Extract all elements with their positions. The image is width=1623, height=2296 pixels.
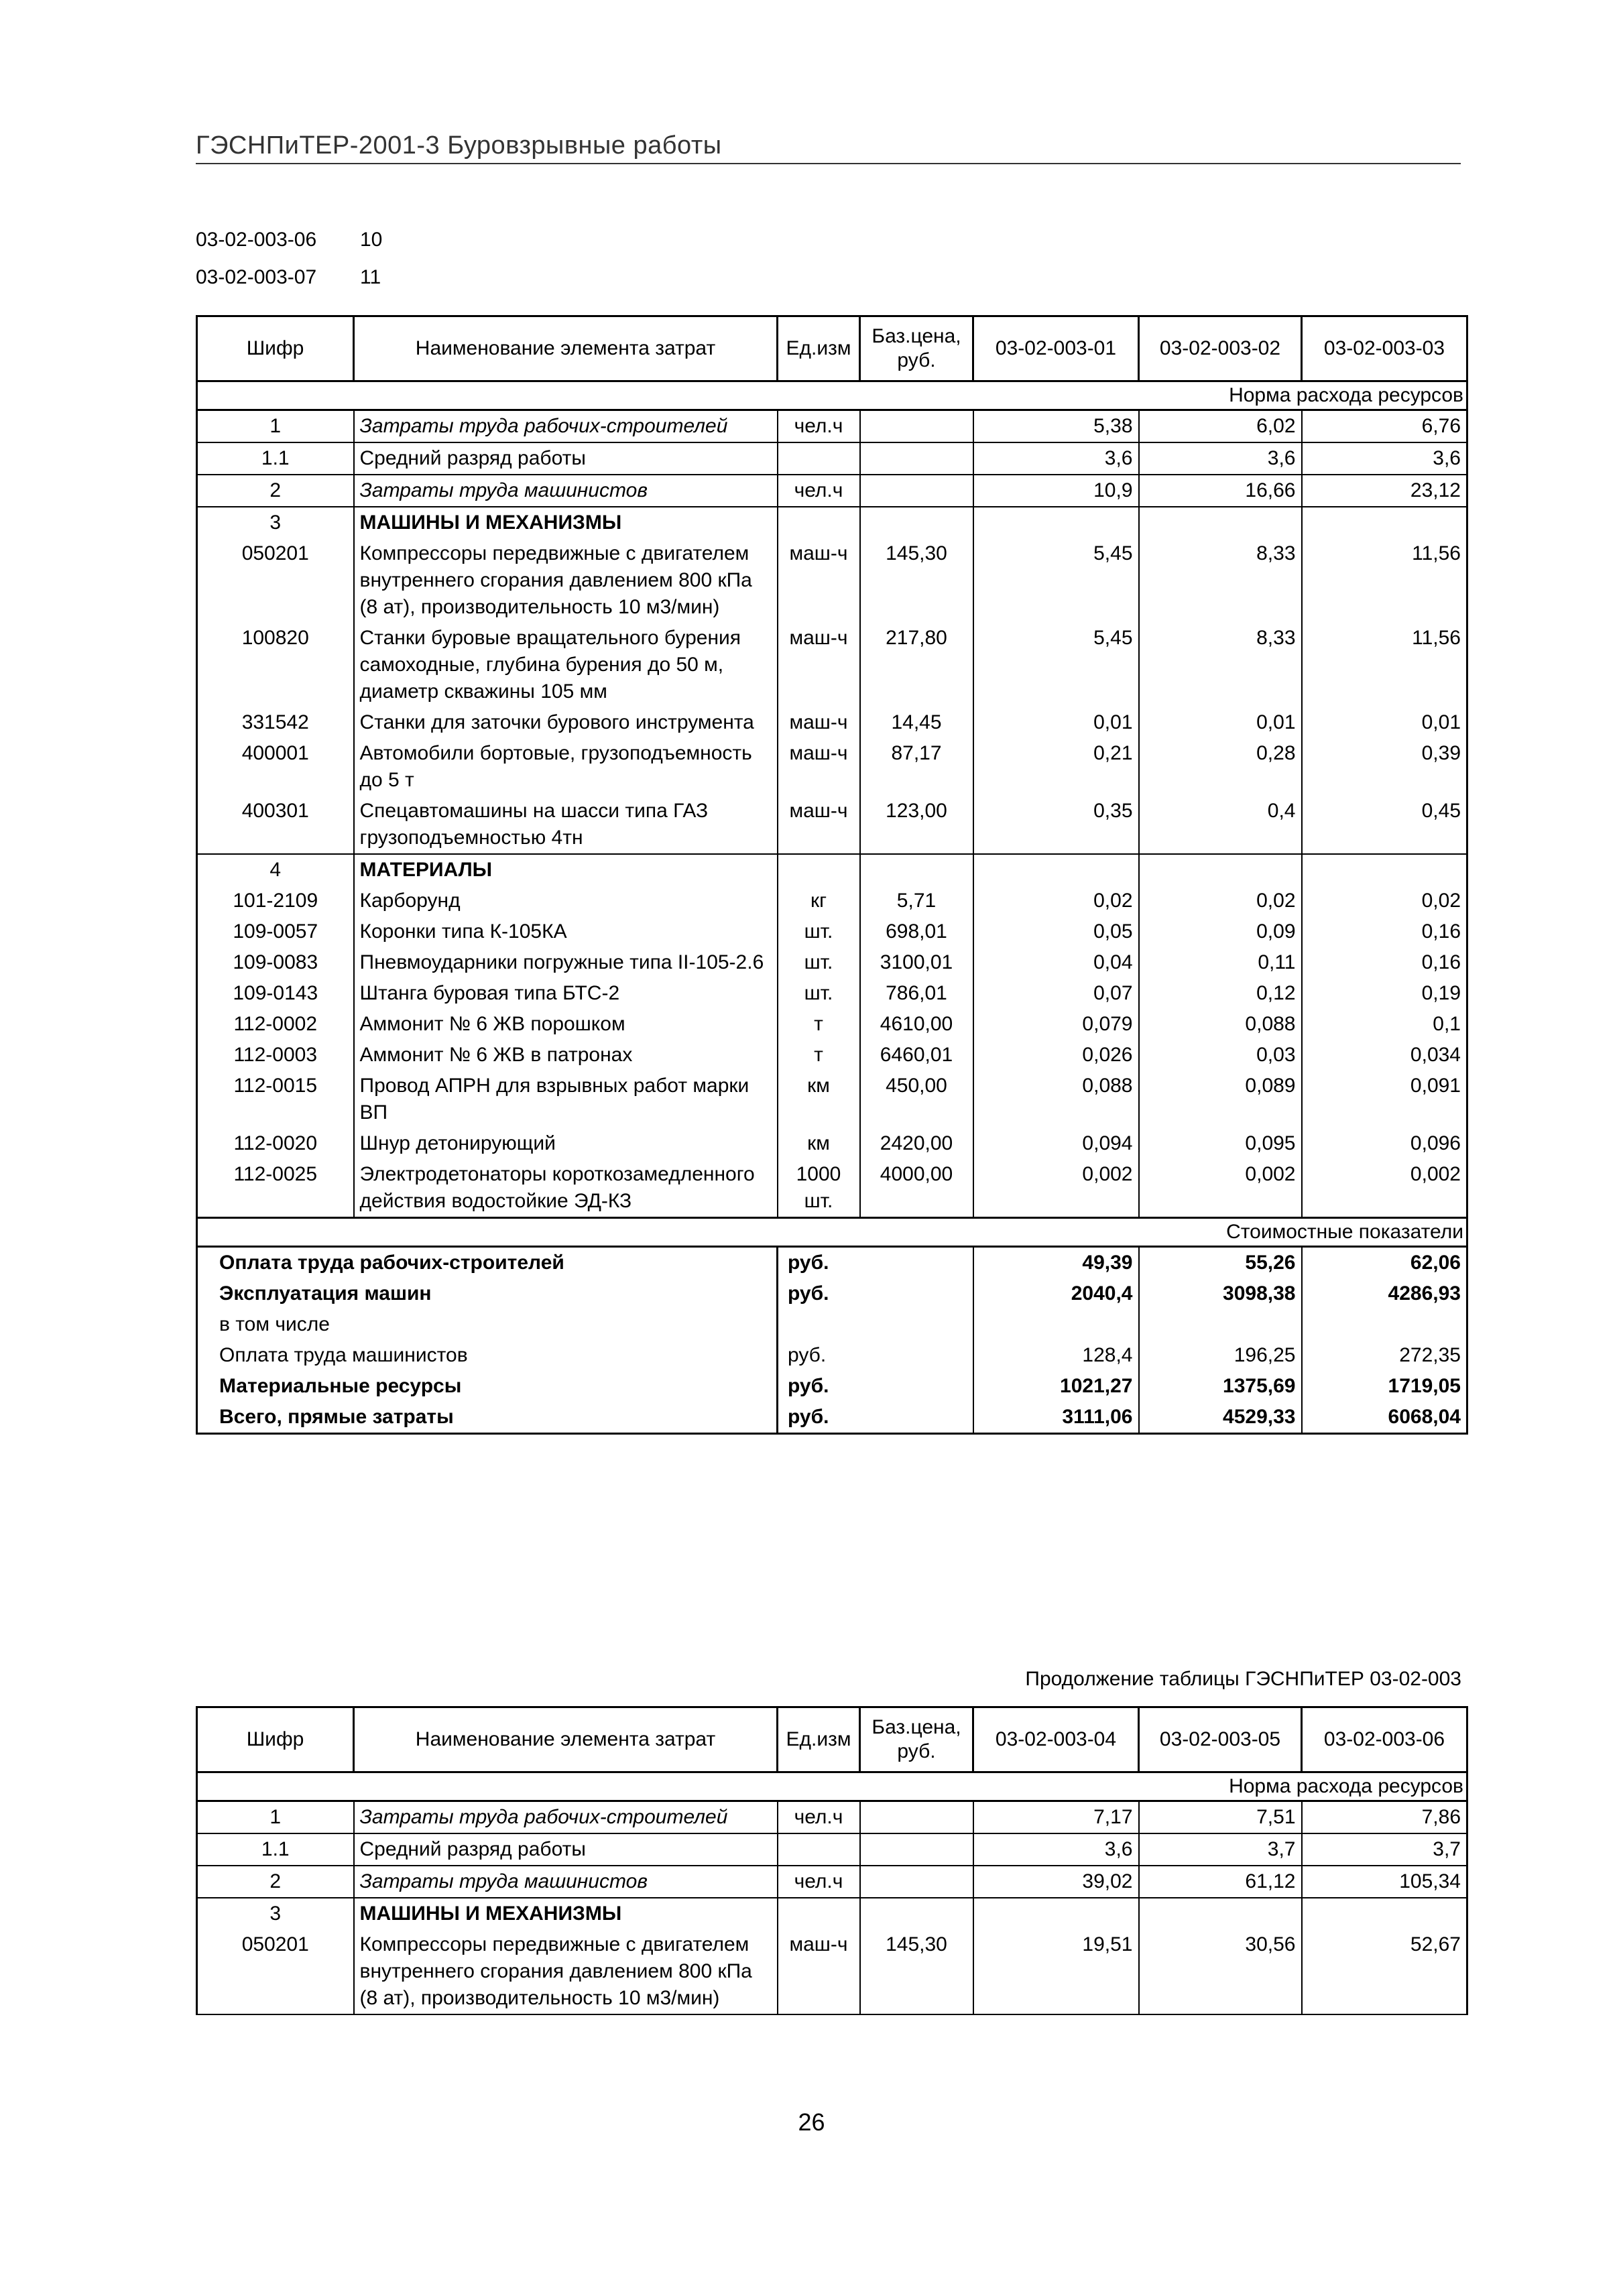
table-row	[197, 916, 1467, 947]
row-norm-value: 0,01	[1139, 707, 1302, 738]
row-norm-value: 5,38	[973, 410, 1139, 443]
row-price	[860, 1898, 973, 1929]
row-norm-value: 0,088	[973, 1071, 1139, 1128]
row-code: 400301	[197, 796, 354, 854]
row-norm-value: 7,51	[1139, 1801, 1302, 1834]
row-norm-value: 23,12	[1302, 475, 1467, 507]
row-price: 5,71	[860, 886, 973, 916]
row-norm-value: 0,12	[1139, 978, 1302, 1009]
row-price	[860, 1801, 973, 1834]
row-unit: 1000 шт.	[778, 1159, 860, 1218]
code-index-list	[196, 221, 382, 296]
row-norm-value: 105,34	[1302, 1866, 1467, 1898]
row-price: 14,45	[860, 707, 973, 738]
row-unit: маш-ч	[778, 538, 860, 623]
row-code: 109-0057	[197, 916, 354, 947]
row-norm-value: 19,51	[973, 1929, 1139, 2014]
row-norm-value: 3,7	[1139, 1833, 1302, 1866]
row-name: Провод АПРН для взрывных работ марки ВП	[354, 1071, 778, 1128]
summary-unit: руб.	[778, 1278, 860, 1309]
table-body	[197, 381, 1467, 1434]
table-row	[197, 1159, 1467, 1218]
row-name: Станки буровые вращательного бурения самоходные, глубина бурения до 50 м, диаметр скважины 105 мм	[354, 623, 778, 707]
row-norm-value: 0,39	[1302, 738, 1467, 796]
column-header-norm-2: 03-02-003-02	[1139, 316, 1302, 381]
row-name: Штанга буровая типа БТС-2	[354, 978, 778, 1009]
summary-row	[197, 1278, 1467, 1309]
row-norm-value: 0,02	[973, 886, 1139, 916]
row-name: Электродетонаторы короткозамедленного действия водостойкие ЭД-КЗ	[354, 1159, 778, 1218]
table-row	[197, 623, 1467, 707]
row-norm-value: 0,16	[1302, 947, 1467, 978]
row-code: 112-0015	[197, 1071, 354, 1128]
summary-value: 3098,38	[1139, 1278, 1302, 1309]
row-unit: чел.ч	[778, 1801, 860, 1834]
summary-label: Материальные ресурсы	[197, 1371, 778, 1402]
column-header-norm-4: 03-02-003-04	[973, 1707, 1139, 1772]
row-unit: маш-ч	[778, 796, 860, 854]
summary-label: Оплата труда рабочих-строителей	[197, 1247, 778, 1279]
summary-label: Эксплуатация машин	[197, 1278, 778, 1309]
row-norm-value: 0,026	[973, 1040, 1139, 1071]
row-code: 1.1	[197, 442, 354, 475]
row-code: 3	[197, 507, 354, 538]
row-unit	[778, 1833, 860, 1866]
row-norm-value: 0,002	[1302, 1159, 1467, 1218]
summary-value: 6068,04	[1302, 1402, 1467, 1434]
column-header-name: Наименование элемента затрат	[354, 316, 778, 381]
row-norm-value: 0,02	[1302, 886, 1467, 916]
row-norm-value: 0,4	[1139, 796, 1302, 854]
row-norm-value: 0,1	[1302, 1009, 1467, 1040]
row-norm-value: 61,12	[1139, 1866, 1302, 1898]
row-unit: маш-ч	[778, 738, 860, 796]
row-unit: шт.	[778, 978, 860, 1009]
row-name: Станки для заточки бурового инструмента	[354, 707, 778, 738]
row-name: Аммонит № 6 ЖВ в патронах	[354, 1040, 778, 1071]
row-name: Спецавтомашины на шасси типа ГАЗ грузоподъемностью 4тн	[354, 796, 778, 854]
row-norm-value: 0,16	[1302, 916, 1467, 947]
row-unit	[778, 1898, 860, 1929]
column-header-unit: Ед.изм	[778, 1707, 860, 1772]
row-norm-value: 11,56	[1302, 538, 1467, 623]
document-header: ГЭСНПиТЕР-2001-3 Буровзрывные работы	[196, 131, 1461, 164]
summary-blank	[860, 1278, 973, 1309]
row-norm-value	[973, 854, 1139, 886]
row-norm-value: 0,07	[973, 978, 1139, 1009]
row-unit: маш-ч	[778, 1929, 860, 2014]
norm-label-row	[197, 1772, 1467, 1801]
summary-value	[973, 1309, 1139, 1340]
summary-value	[1302, 1309, 1467, 1340]
row-unit: т	[778, 1040, 860, 1071]
summary-label: Всего, прямые затраты	[197, 1402, 778, 1434]
row-norm-value: 3,6	[973, 1833, 1139, 1866]
table-body	[197, 1772, 1467, 2015]
row-price: 145,30	[860, 1929, 973, 2014]
page-number: 26	[798, 2108, 825, 2136]
summary-value: 4529,33	[1139, 1402, 1302, 1434]
table-row	[197, 1128, 1467, 1159]
row-price: 217,80	[860, 623, 973, 707]
summary-blank	[860, 1309, 973, 1340]
row-price	[860, 410, 973, 443]
row-norm-value: 5,45	[973, 538, 1139, 623]
row-price: 786,01	[860, 978, 973, 1009]
summary-row	[197, 1402, 1467, 1434]
code-index-line	[196, 259, 382, 296]
row-price: 6460,01	[860, 1040, 973, 1071]
row-name: Аммонит № 6 ЖВ порошком	[354, 1009, 778, 1040]
row-name: Коронки типа К-105КА	[354, 916, 778, 947]
row-name: Автомобили бортовые, грузоподъемность до 5 т	[354, 738, 778, 796]
summary-unit: руб.	[778, 1402, 860, 1434]
row-norm-value: 0,02	[1139, 886, 1302, 916]
row-norm-value	[1302, 507, 1467, 538]
row-norm-value: 16,66	[1139, 475, 1302, 507]
row-code: 1.1	[197, 1833, 354, 1866]
row-norm-value: 7,86	[1302, 1801, 1467, 1834]
row-norm-value: 6,02	[1139, 410, 1302, 443]
summary-value: 1375,69	[1139, 1371, 1302, 1402]
summary-value: 55,26	[1139, 1247, 1302, 1279]
row-code: 112-0025	[197, 1159, 354, 1218]
cost-label-row	[197, 1218, 1467, 1247]
row-norm-value: 0,35	[973, 796, 1139, 854]
row-norm-value: 0,01	[973, 707, 1139, 738]
row-norm-value: 0,089	[1139, 1071, 1302, 1128]
code-index-code: 03-02-003-07	[196, 266, 317, 288]
row-norm-value: 0,01	[1302, 707, 1467, 738]
column-header-name: Наименование элемента затрат	[354, 1707, 778, 1772]
resource-norms-table-continued	[196, 1706, 1468, 2015]
row-norm-value: 0,05	[973, 916, 1139, 947]
row-norm-value	[1139, 1898, 1302, 1929]
row-code: 050201	[197, 1929, 354, 2014]
table-row	[197, 1040, 1467, 1071]
row-norm-value	[973, 507, 1139, 538]
resource-norms-table	[196, 315, 1468, 1435]
row-name: Затраты труда рабочих-строителей	[354, 410, 778, 443]
table-row	[197, 1929, 1467, 2014]
row-price	[860, 507, 973, 538]
row-price: 145,30	[860, 538, 973, 623]
row-norm-value	[1302, 1898, 1467, 1929]
row-unit: шт.	[778, 916, 860, 947]
row-name: Средний разряд работы	[354, 442, 778, 475]
column-header-unit: Ед.изм	[778, 316, 860, 381]
row-norm-value: 0,091	[1302, 1071, 1467, 1128]
row-norm-value: 3,6	[973, 442, 1139, 475]
table-row	[197, 538, 1467, 623]
summary-value: 49,39	[973, 1247, 1139, 1279]
row-norm-value: 0,28	[1139, 738, 1302, 796]
summary-row	[197, 1371, 1467, 1402]
row-unit: кг	[778, 886, 860, 916]
row-norm-value: 0,002	[973, 1159, 1139, 1218]
table-row	[197, 854, 1467, 886]
summary-row	[197, 1247, 1467, 1279]
table-row	[197, 707, 1467, 738]
row-norm-value: 5,45	[973, 623, 1139, 707]
row-norm-value: 0,034	[1302, 1040, 1467, 1071]
row-price: 87,17	[860, 738, 973, 796]
row-price	[860, 1866, 973, 1898]
summary-row	[197, 1309, 1467, 1340]
summary-row	[197, 1340, 1467, 1371]
row-code: 4	[197, 854, 354, 886]
row-unit: маш-ч	[778, 707, 860, 738]
row-name: Затраты труда машинистов	[354, 475, 778, 507]
table-row	[197, 507, 1467, 538]
row-norm-value: 6,76	[1302, 410, 1467, 443]
summary-value: 272,35	[1302, 1340, 1467, 1371]
summary-value: 1021,27	[973, 1371, 1139, 1402]
row-name: Затраты труда рабочих-строителей	[354, 1801, 778, 1834]
row-norm-value: 0,03	[1139, 1040, 1302, 1071]
row-price: 4000,00	[860, 1159, 973, 1218]
column-header-price: Баз.цена, руб.	[860, 1707, 973, 1772]
row-code: 1	[197, 1801, 354, 1834]
row-norm-value: 0,21	[973, 738, 1139, 796]
row-price: 450,00	[860, 1071, 973, 1128]
row-norm-value: 8,33	[1139, 623, 1302, 707]
summary-value: 2040,4	[973, 1278, 1139, 1309]
row-price: 2420,00	[860, 1128, 973, 1159]
row-norm-value: 52,67	[1302, 1929, 1467, 2014]
table-row	[197, 947, 1467, 978]
row-code: 112-0020	[197, 1128, 354, 1159]
table-row	[197, 1866, 1467, 1898]
table-row	[197, 978, 1467, 1009]
row-price: 4610,00	[860, 1009, 973, 1040]
row-name: Карборунд	[354, 886, 778, 916]
code-index-code: 03-02-003-06	[196, 229, 317, 251]
summary-value: 4286,93	[1302, 1278, 1467, 1309]
summary-unit	[778, 1309, 860, 1340]
row-unit	[778, 442, 860, 475]
row-norm-value: 0,095	[1139, 1128, 1302, 1159]
row-unit: км	[778, 1128, 860, 1159]
summary-unit: руб.	[778, 1371, 860, 1402]
row-price: 698,01	[860, 916, 973, 947]
table-row	[197, 475, 1467, 507]
row-norm-value: 8,33	[1139, 538, 1302, 623]
row-code: 109-0143	[197, 978, 354, 1009]
row-code: 101-2109	[197, 886, 354, 916]
table-row	[197, 410, 1467, 443]
row-norm-value: 0,094	[973, 1128, 1139, 1159]
row-norm-value: 3,6	[1302, 442, 1467, 475]
code-index-value: 11	[360, 266, 381, 288]
row-code: 109-0083	[197, 947, 354, 978]
table-row	[197, 1833, 1467, 1866]
row-name: Шнур детонирующий	[354, 1128, 778, 1159]
table-row	[197, 1071, 1467, 1128]
row-name: Средний разряд работы	[354, 1833, 778, 1866]
row-price	[860, 442, 973, 475]
row-unit	[778, 507, 860, 538]
row-norm-value: 0,45	[1302, 796, 1467, 854]
row-code: 400001	[197, 738, 354, 796]
summary-unit: руб.	[778, 1247, 860, 1279]
row-unit: чел.ч	[778, 410, 860, 443]
column-header-price: Баз.цена, руб.	[860, 316, 973, 381]
row-unit: т	[778, 1009, 860, 1040]
row-norm-value: 10,9	[973, 475, 1139, 507]
column-header-code: Шифр	[197, 1707, 354, 1772]
cost-label: Стоимостные показатели	[197, 1218, 1467, 1247]
row-norm-value: 0,04	[973, 947, 1139, 978]
row-norm-value	[1139, 854, 1302, 886]
row-unit	[778, 854, 860, 886]
row-price	[860, 1833, 973, 1866]
row-name: Затраты труда машинистов	[354, 1866, 778, 1898]
row-name: МАТЕРИАЛЫ	[354, 854, 778, 886]
table-row	[197, 1801, 1467, 1834]
column-header-norm-3: 03-02-003-03	[1302, 316, 1467, 381]
summary-value	[1139, 1309, 1302, 1340]
row-unit: чел.ч	[778, 1866, 860, 1898]
row-price	[860, 475, 973, 507]
continuation-caption: Продолжение таблицы ГЭСНПиТЕР 03-02-003	[1025, 1668, 1461, 1690]
row-unit: маш-ч	[778, 623, 860, 707]
norm-label: Норма расхода ресурсов	[197, 1772, 1467, 1801]
row-norm-value: 0,079	[973, 1009, 1139, 1040]
summary-unit: руб.	[778, 1340, 860, 1371]
row-norm-value: 39,02	[973, 1866, 1139, 1898]
summary-label: в том числе	[197, 1309, 778, 1340]
summary-blank	[860, 1402, 973, 1434]
norm-label-row	[197, 381, 1467, 410]
summary-blank	[860, 1340, 973, 1371]
row-name: Компрессоры передвижные с двигателем внутреннего сгорания давлением 800 кПа (8 ат), производительность 10 м3/мин)	[354, 1929, 778, 2014]
table-row	[197, 886, 1467, 916]
row-norm-value: 3,6	[1139, 442, 1302, 475]
row-norm-value	[973, 1898, 1139, 1929]
table-row	[197, 796, 1467, 854]
row-norm-value: 0,002	[1139, 1159, 1302, 1218]
summary-label: Оплата труда машинистов	[197, 1340, 778, 1371]
row-norm-value	[1139, 507, 1302, 538]
row-price	[860, 854, 973, 886]
summary-value: 196,25	[1139, 1340, 1302, 1371]
summary-blank	[860, 1371, 973, 1402]
table-header-row	[197, 1707, 1467, 1772]
row-code: 331542	[197, 707, 354, 738]
row-code: 2	[197, 475, 354, 507]
row-norm-value: 0,11	[1139, 947, 1302, 978]
row-unit: чел.ч	[778, 475, 860, 507]
row-name: Компрессоры передвижные с двигателем внутреннего сгорания давлением 800 кПа (8 ат), производительность 10 м3/мин)	[354, 538, 778, 623]
row-norm-value: 0,088	[1139, 1009, 1302, 1040]
table-header-row	[197, 316, 1467, 381]
row-code: 100820	[197, 623, 354, 707]
row-unit: км	[778, 1071, 860, 1128]
row-norm-value	[1302, 854, 1467, 886]
column-header-norm-1: 03-02-003-01	[973, 316, 1139, 381]
row-price: 3100,01	[860, 947, 973, 978]
row-norm-value: 0,19	[1302, 978, 1467, 1009]
row-price: 123,00	[860, 796, 973, 854]
table-row	[197, 442, 1467, 475]
column-header-norm-5: 03-02-003-05	[1139, 1707, 1302, 1772]
table-row	[197, 1898, 1467, 1929]
table-row	[197, 738, 1467, 796]
row-norm-value: 3,7	[1302, 1833, 1467, 1866]
row-code: 050201	[197, 538, 354, 623]
row-unit: шт.	[778, 947, 860, 978]
row-code: 112-0002	[197, 1009, 354, 1040]
row-code: 1	[197, 410, 354, 443]
column-header-code: Шифр	[197, 316, 354, 381]
code-index-line	[196, 221, 382, 259]
row-name: Пневмоударники погружные типа II-105-2.6	[354, 947, 778, 978]
row-code: 112-0003	[197, 1040, 354, 1071]
row-name: МАШИНЫ И МЕХАНИЗМЫ	[354, 507, 778, 538]
summary-value: 128,4	[973, 1340, 1139, 1371]
row-code: 3	[197, 1898, 354, 1929]
column-header-norm-6: 03-02-003-06	[1302, 1707, 1467, 1772]
row-code: 2	[197, 1866, 354, 1898]
norm-label: Норма расхода ресурсов	[197, 381, 1467, 410]
code-index-value: 10	[360, 229, 383, 251]
table-row	[197, 1009, 1467, 1040]
summary-value: 1719,05	[1302, 1371, 1467, 1402]
row-norm-value: 11,56	[1302, 623, 1467, 707]
summary-value: 62,06	[1302, 1247, 1467, 1279]
row-norm-value: 0,09	[1139, 916, 1302, 947]
row-norm-value: 0,096	[1302, 1128, 1467, 1159]
row-norm-value: 30,56	[1139, 1929, 1302, 2014]
row-norm-value: 7,17	[973, 1801, 1139, 1834]
summary-value: 3111,06	[973, 1402, 1139, 1434]
row-name: МАШИНЫ И МЕХАНИЗМЫ	[354, 1898, 778, 1929]
summary-blank	[860, 1247, 973, 1279]
